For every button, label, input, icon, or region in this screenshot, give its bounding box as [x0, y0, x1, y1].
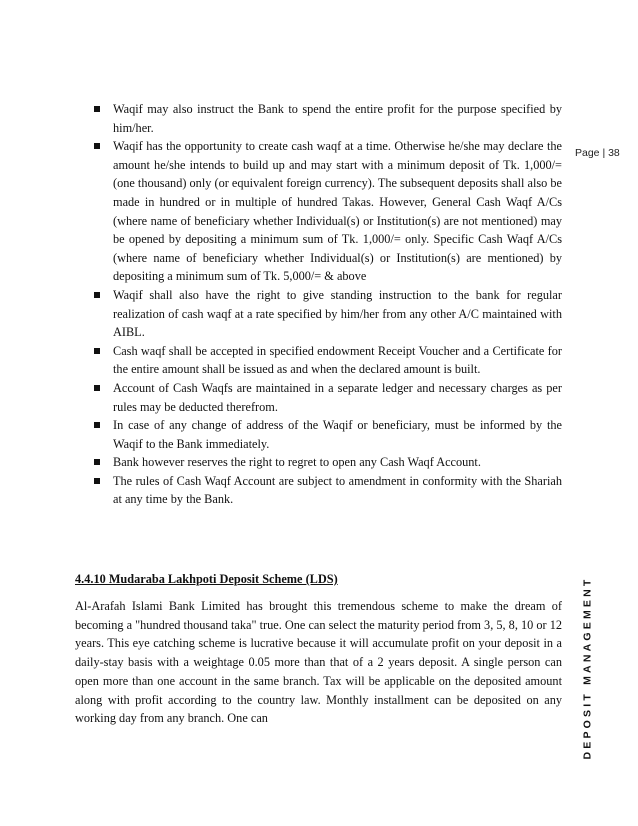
list-item: Waqif has the opportunity to create cash waqf at a time. Otherwise he/she may declare the amount he/she intends to build up and may start with a minimum deposit of Tk. 1,000/= (one thousand) only (or equivalent foreign currency). The subsequent deposits shall also be made in hundred or in multiple of hundred Takas. However, General Cash Waqf A/Cs (where name of beneficiary whether Individual(s) or Institution(s) are not mentioned) may be opened by depositing a minimum sum of Tk. 1,000/= only. Specific Cash Waqf A/Cs (where name of beneficiary whether Individual(s) or Institution(s) are mentioned) by depositing a minimum sum of Tk. 5,000/= & above — [94, 137, 562, 286]
list-item: Waqif shall also have the right to give standing instruction to the bank for regular realization of cash waqf at a rate specified by him/her from any other A/C maintained with AIBL. — [94, 286, 562, 342]
list-item: In case of any change of address of the Waqif or beneficiary, must be informed by the Waqif to the Bank immediately. — [94, 416, 562, 453]
section-paragraph: Al-Arafah Islami Bank Limited has brought this tremendous scheme to make the dream of becoming a "hundred thousand taka" true. One can select the maturity period from 3, 5, 8, 10 or 12 years. This eye catching scheme is lucrative because it will accumulate profit on your deposit in a daily-stay basis with a weightage 0.05 more than that of a 2 years deposit. A single person can open more than one account in the same branch. Tax will be applicable on the deposited amount along with profit according to the country law. Monthly installment can be deposited on any working day from any branch. One can — [75, 599, 562, 726]
list-item: The rules of Cash Waqf Account are subject to amendment in conformity with the Shariah at any time by the Bank. — [94, 472, 562, 509]
list-item: Bank however reserves the right to regret to open any Cash Waqf Account. — [94, 453, 562, 472]
bullet-list — [94, 100, 562, 509]
page-number: Page | 38 — [575, 147, 620, 159]
section-heading: 4.4.10 Mudaraba Lakhpoti Deposit Scheme (LDS) — [75, 572, 338, 586]
list-item: Waqif may also instruct the Bank to spend the entire profit for the purpose specified by him/her. — [94, 100, 562, 137]
side-section-label — [580, 558, 596, 778]
side-section-label-text: DEPOSIT MANAGEMENT — [582, 576, 594, 760]
list-item: Cash waqf shall be accepted in specified endowment Receipt Voucher and a Certificate for the entire amount shall be issued as and when the declared amount is built. — [94, 342, 562, 379]
list-item: Account of Cash Waqfs are maintained in a separate ledger and necessary charges as per rules may be deducted therefrom. — [94, 379, 562, 416]
